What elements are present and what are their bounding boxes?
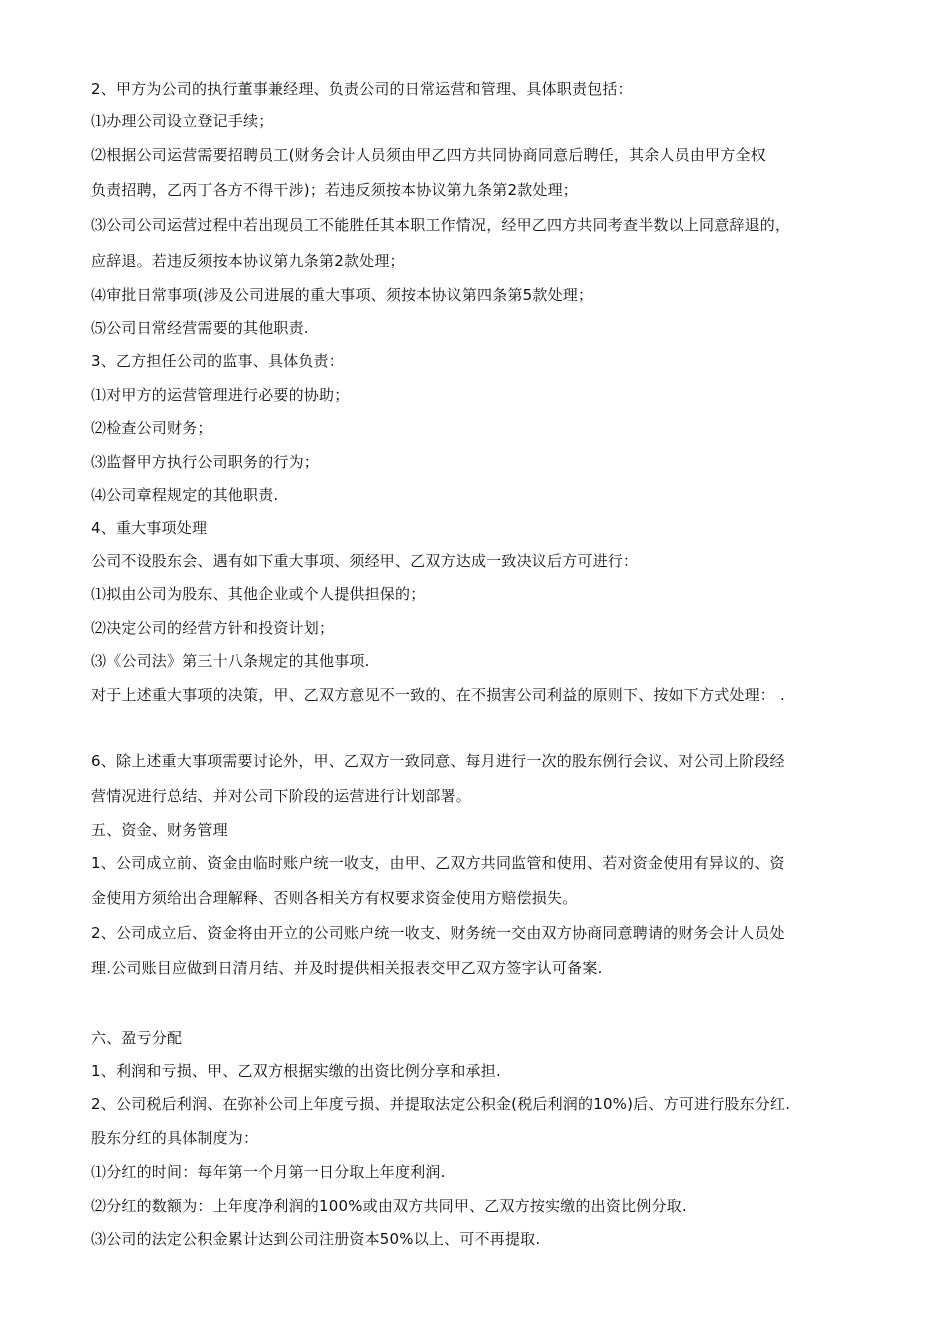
text-line: 4、重大事项处理 xyxy=(91,519,208,537)
text-line: ⑵分红的数额为：上年度净利润的100%或由双方共同甲、乙双方按实缴的出资比例分取. xyxy=(91,1197,687,1215)
text-line: ⑶公司公司运营过程中若出现员工不能胜任其本职工作情况，经甲乙四方共同考查半数以上同意辞退的， xyxy=(91,216,791,234)
text-line: 公司不设股东会、遇有如下重大事项、须经甲、乙双方达成一致决议后方可进行： xyxy=(91,552,639,570)
text-line: 营情况进行总结、并对公司下阶段的运营进行计划部署。 xyxy=(91,787,472,805)
text-line: 五、资金、财务管理 xyxy=(91,821,228,839)
text-line: 金使用方须给出合理解释、否则各相关方有权要求资金使用方赔偿损失。 xyxy=(91,889,578,907)
text-line: 理.公司账目应做到日清月结、并及时提供相关报表交甲乙双方签字认可备案. xyxy=(91,959,603,977)
text-line: 对于上述重大事项的决策，甲、乙双方意见不一致的、在不损害公司利益的原则下、按如下方式处理： . xyxy=(91,686,785,704)
text-line: ⑷审批日常事项(涉及公司进展的重大事项、须按本协议第四条第5款处理； xyxy=(91,286,594,304)
text-line: ⑶《公司法》第三十八条规定的其他事项. xyxy=(91,652,370,670)
text-line: 1、公司成立前、资金由临时账户统一收支，由甲、乙双方共同监管和使用、若对资金使用有异议的、资 xyxy=(91,854,785,872)
text-line: ⑸公司日常经营需要的其他职责. xyxy=(91,319,309,337)
text-line: ⑴办理公司设立登记手续； xyxy=(91,112,274,130)
text-line: ⑶公司的法定公积金累计达到公司注册资本50%以上、可不再提取. xyxy=(91,1230,541,1248)
text-line: ⑵检查公司财务； xyxy=(91,419,213,437)
text-line: 2、公司成立后、资金将由开立的公司账户统一收支、财务统一交由双方协商同意聘请的财务会计人员处 xyxy=(91,924,785,942)
text-line: 2、甲方为公司的执行董事兼经理、负责公司的日常运营和管理、具体职责包括： xyxy=(91,80,633,98)
text-line: ⑴分红的时间：每年第一个月第一日分取上年度利润. xyxy=(91,1163,446,1181)
text-line: ⑵决定公司的经营方针和投资计划； xyxy=(91,619,335,637)
text-line: ⑴对甲方的运营管理进行必要的协助； xyxy=(91,386,350,404)
text-line: ⑴拟由公司为股东、其他企业或个人提供担保的； xyxy=(91,585,426,603)
text-line: 股东分红的具体制度为： xyxy=(91,1129,259,1147)
text-line: ⑶监督甲方执行公司职务的行为； xyxy=(91,453,320,471)
text-line: 2、公司税后利润、在弥补公司上年度亏损、并提取法定公积金(税后利润的10%)后、方可进行股东分红. xyxy=(91,1095,791,1113)
text-line: 应辞退。若违反须按本协议第九条第2款处理； xyxy=(91,252,405,270)
text-line: 1、利润和亏损、甲、乙双方根据实缴的出资比例分享和承担. xyxy=(91,1062,501,1080)
text-line: ⑵根据公司运营需要招聘员工(财务会计人员须由甲乙四方共同协商同意后聘任，其余人员由甲方全权 xyxy=(91,146,766,164)
text-line: 6、除上述重大事项需要讨论外，甲、乙双方一致同意、每月进行一次的股东例行会议、对公司上阶段经 xyxy=(91,752,785,770)
text-line: ⑷公司章程规定的其他职责. xyxy=(91,486,279,504)
text-line: 负责招聘，乙丙丁各方不得干涉)；若违反须按本协议第九条第2款处理； xyxy=(91,181,578,199)
text-line: 六、盈亏分配 xyxy=(91,1029,183,1047)
text-line: 3、乙方担任公司的监事、具体负责： xyxy=(91,352,344,370)
